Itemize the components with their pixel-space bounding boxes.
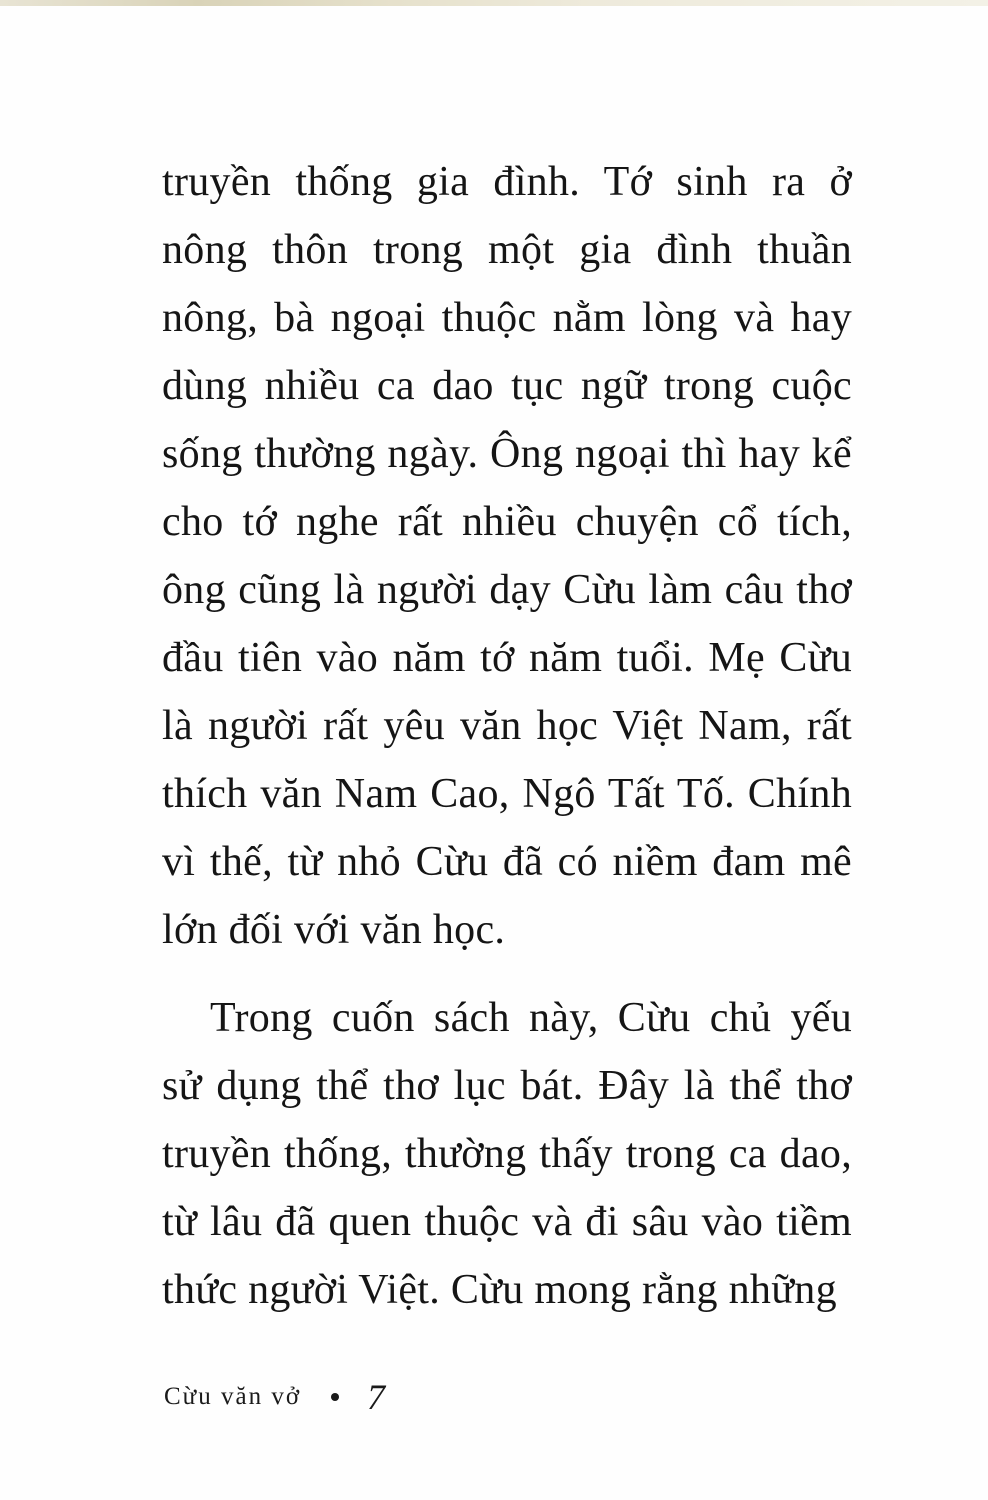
page-edge-strip [0,0,988,6]
bullet-separator-icon [331,1393,339,1401]
paragraph-1: truyền thống gia đình. Tớ sinh ra ở nông thôn trong một gia đình thuần nông, bà ngoại thuộc nằm lòng và hay dùng nhiều ca dao tục ngữ trong cuộc sống thường ngày. Ông ngoại thì hay kể cho tớ nghe rất nhiều chuyện cổ tích, ông cũng là người dạy Cừu làm câu thơ đầu tiên vào năm tớ năm tuổi. Mẹ Cừu là người rất yêu văn học Việt Nam, rất thích văn Nam Cao, Ngô Tất Tố. Chính vì thế, từ nhỏ Cừu đã có niềm đam mê lớn đối với văn học. [162,159,852,953]
page-footer [164,1376,385,1418]
page-number: 7 [367,1377,386,1417]
paragraph-2: Trong cuốn sách này, Cừu chủ yếu sử dụng thể thơ lục bát. Đây là thể thơ truyền thống, thường thấy trong ca dao, từ lâu đã quen thuộc và đi sâu vào tiềm thức người Việt. Cừu mong rằng những [162,995,852,1313]
page-body [162,148,852,1324]
running-title: Cừu văn vở [164,1383,302,1410]
